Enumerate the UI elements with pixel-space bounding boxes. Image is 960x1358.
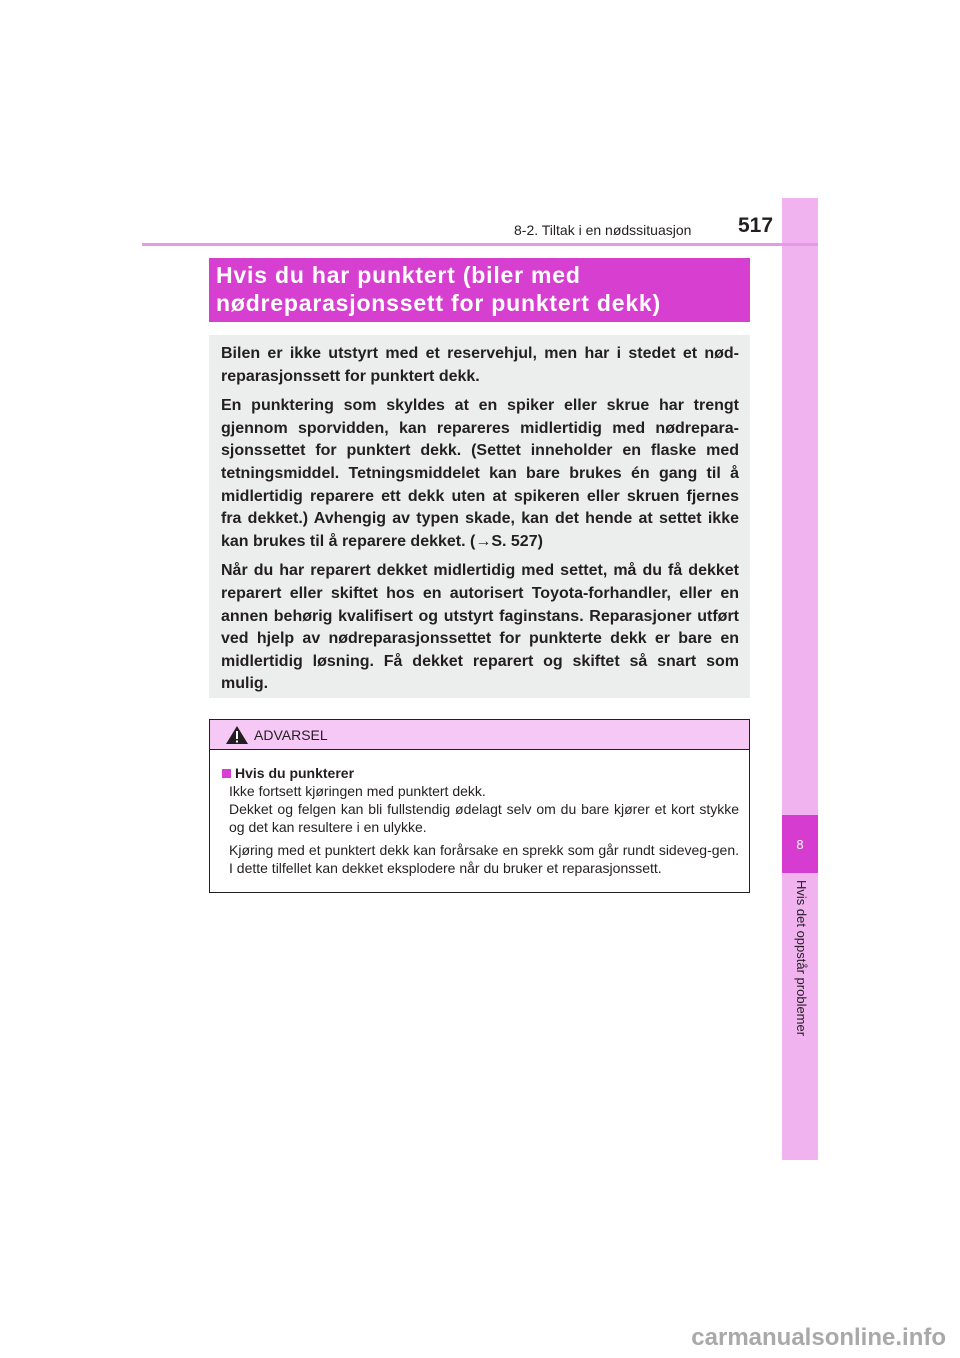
warning-line-2: Dekket og felgen kan bli fullstendig ødelagt selv om du bare kjører et kort stykke og det kan resultere i en ulykke.	[229, 801, 739, 835]
warning-line-1: Ikke fortsett kjøringen med punktert dekk.	[229, 783, 486, 799]
section-title	[209, 258, 750, 322]
warning-header	[210, 720, 749, 750]
warning-heading-text: Hvis du punkterer	[235, 765, 355, 781]
watermark: carmanualsonline.info	[691, 1324, 946, 1351]
intro-paragraph-1: Bilen er ikke utstyrt med et reservehjul, men har i stedet et nød-reparasjonssett for punktert dekk.	[221, 345, 739, 385]
section-label: 8-2. Tiltak i en nødssituasjon	[514, 222, 692, 238]
header-rule	[142, 243, 818, 246]
warning-label: ADVARSEL	[254, 726, 328, 743]
page-number: 517	[738, 214, 774, 237]
section-title-line-2: nødreparasjonssett for punktert dekk)	[216, 290, 661, 316]
chapter-number: 8	[782, 815, 818, 873]
warning-body	[210, 750, 749, 877]
warning-heading	[222, 764, 739, 782]
chapter-title: Hvis det oppstår problemer	[794, 880, 809, 1037]
intro-box	[209, 335, 750, 698]
intro-paragraph-2: En punktering som skyldes at en spiker eller skrue har trengt gjennom sporvidden, kan repareres midlertidig med nødrepara-sjonssettet for punktert dekk. (Settet inneholder en flaske med tetningsmiddel. Tetningsmiddelet kan bare brukes én gang til å midlertidig reparere ett dekk uten at spikeren eller skruen fjernes fra dekket.) Avhengig av typen skade, kan det hende at settet ikke kan brukes til å reparere dekket. (→S. 527)	[221, 397, 739, 550]
warning-box	[209, 719, 750, 893]
warning-line-3: Kjøring med et punktert dekk kan forårsake en sprekk som går rundt sideveg-gen. I dette tilfellet kan dekket eksplodere når du bruker et reparasjonssett.	[229, 842, 739, 876]
square-bullet-icon	[222, 769, 231, 778]
section-title-line-1: Hvis du har punktert (biler med	[216, 262, 581, 288]
warning-triangle-icon	[225, 725, 249, 745]
intro-paragraph-3: Når du har reparert dekket midlertidig med settet, må du få dekket reparert eller skiftet hos en autorisert Toyota-forhandler, eller en annen behørig kvalifisert og utstyrt faginstans. Reparasjoner utført ved hjelp av nødreparasjonssettet for punkterte dekk er bare en midlertidig løsning. Få dekket reparert og skiftet så snart som mulig.	[221, 562, 739, 693]
